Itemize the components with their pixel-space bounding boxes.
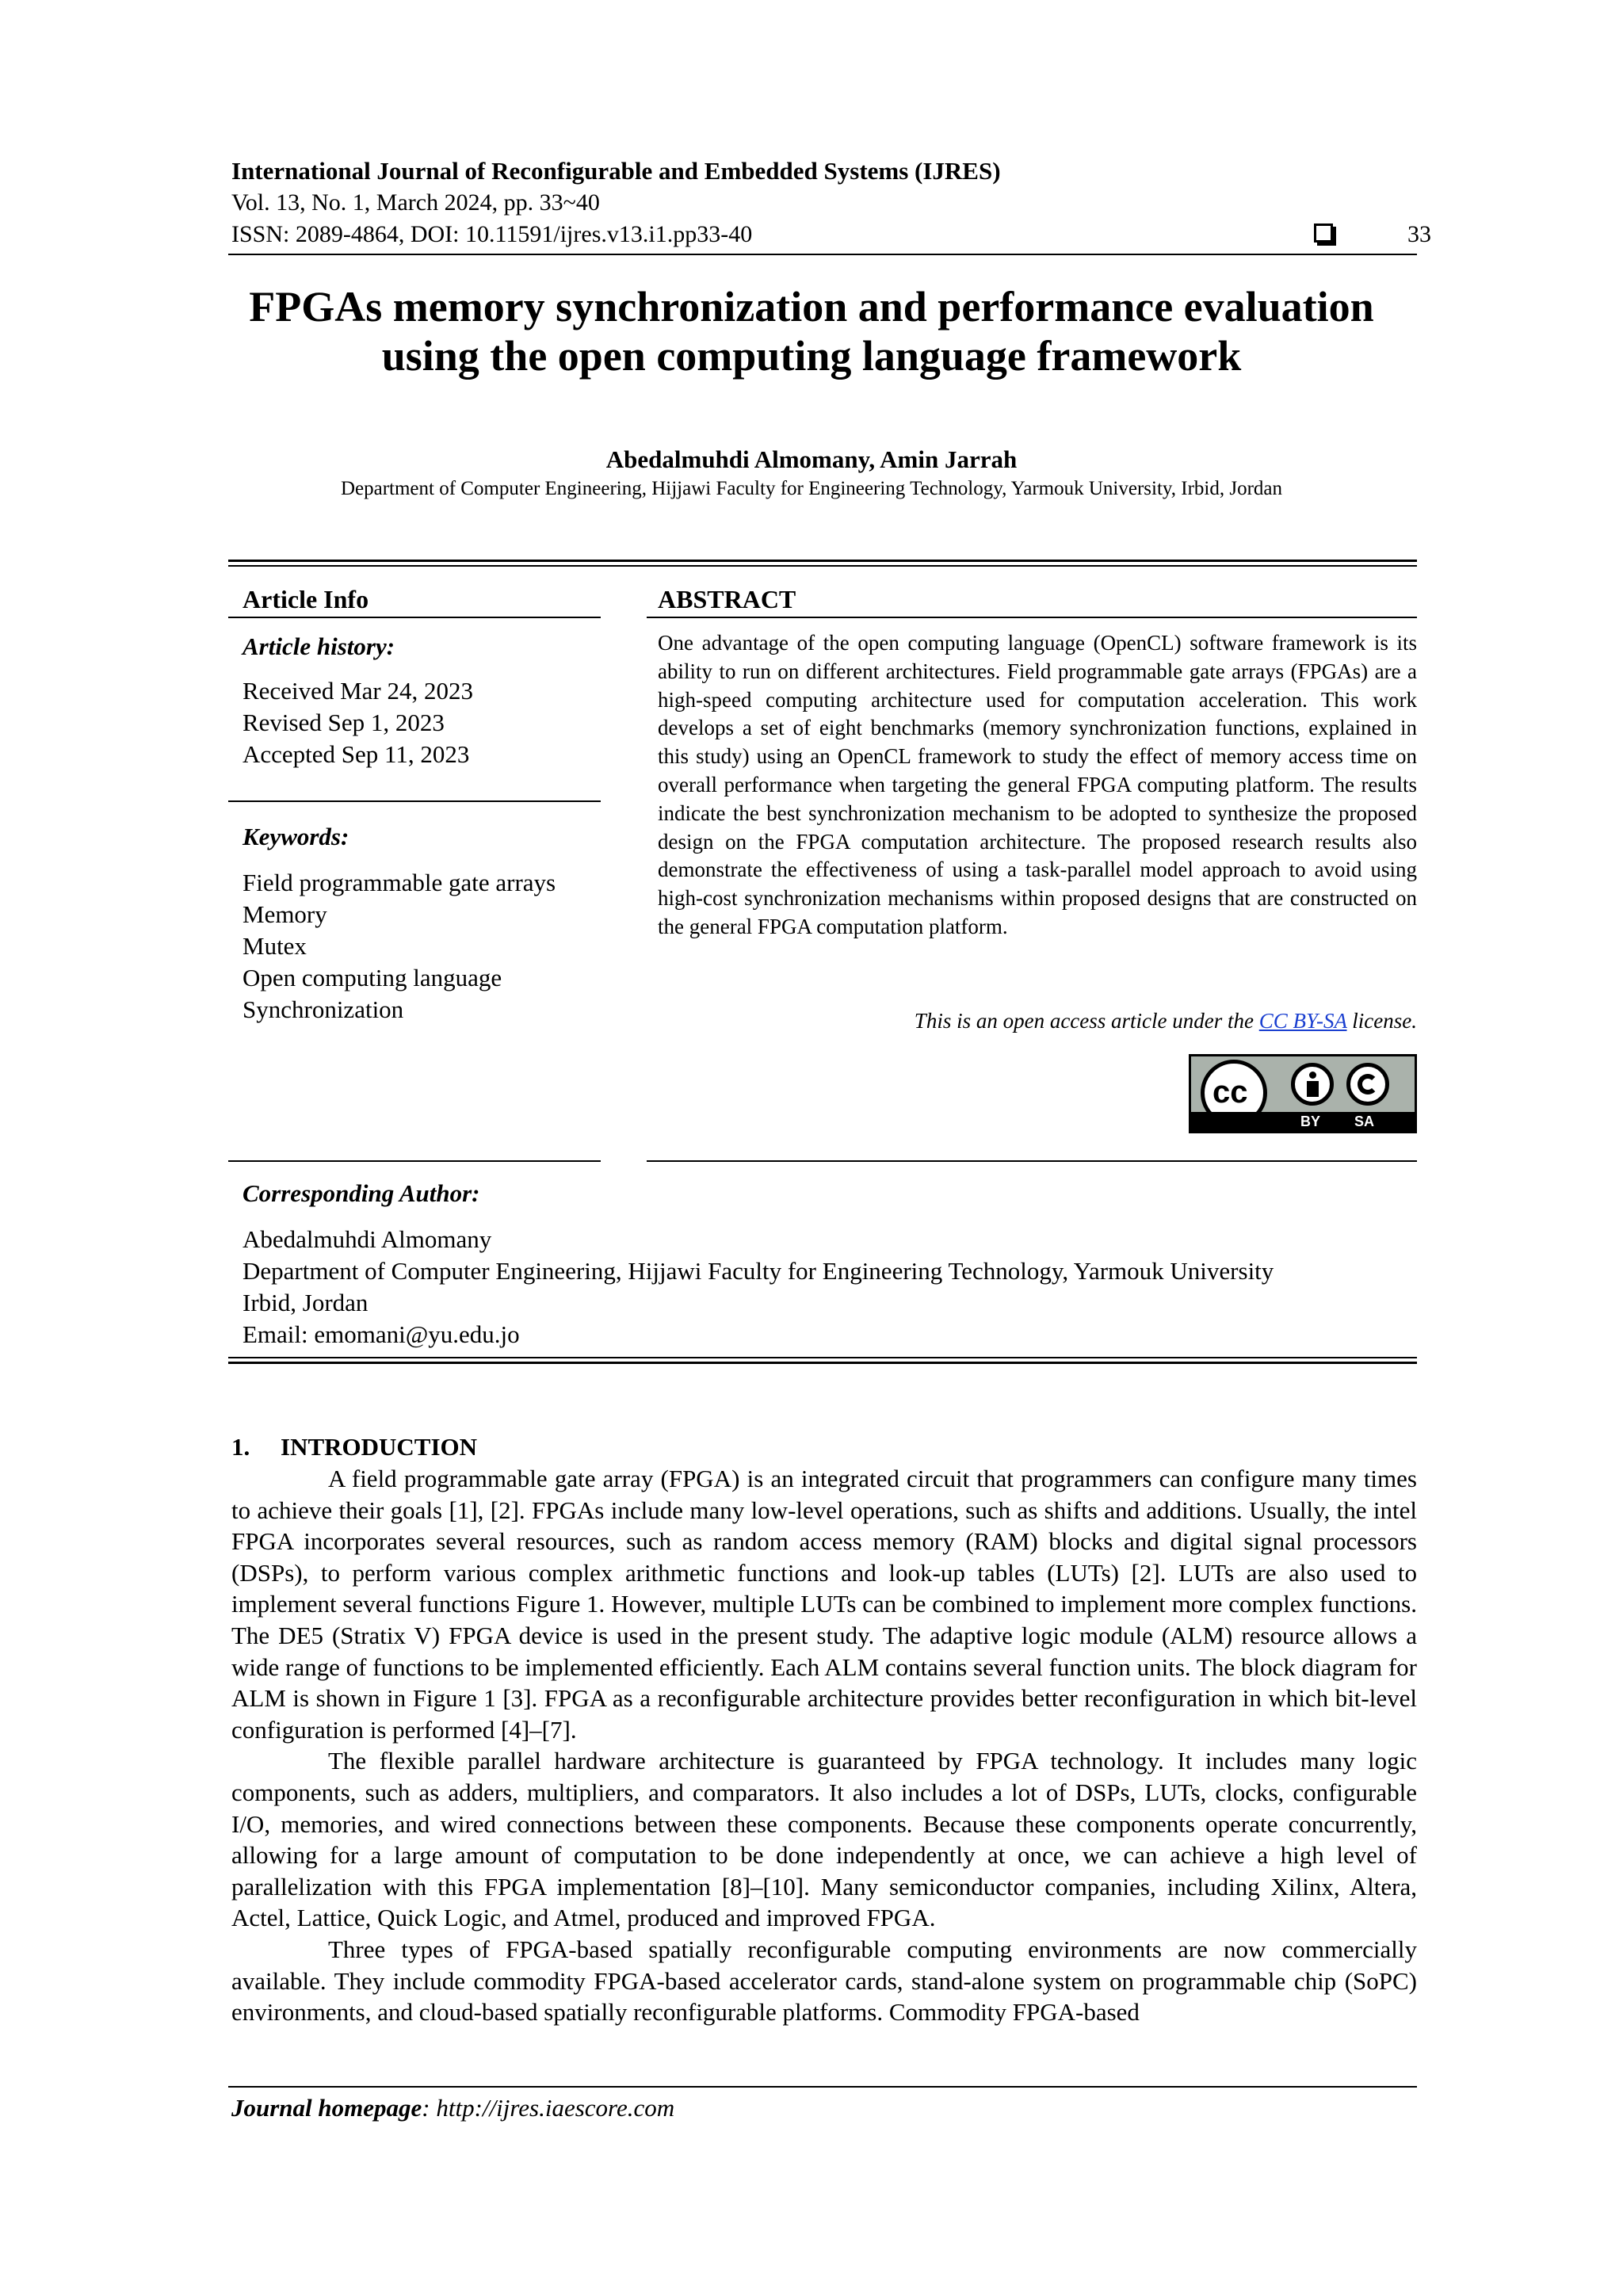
header-rule bbox=[228, 254, 1417, 255]
article-info-rule bbox=[228, 617, 601, 618]
infobox-top-rule bbox=[228, 560, 1417, 562]
license-prefix: This is an open access article under the bbox=[914, 1009, 1259, 1033]
article-info-bottom-rule bbox=[228, 1160, 601, 1162]
cc-by-sa-badge[interactable] bbox=[1189, 1054, 1417, 1133]
cc-letters: cc bbox=[1212, 1075, 1248, 1110]
keyword-item: Open computing language bbox=[242, 964, 502, 991]
history-revised: Revised Sep 1, 2023 bbox=[242, 709, 445, 736]
introduction-body bbox=[231, 1463, 1417, 2028]
journal-homepage bbox=[231, 2092, 674, 2124]
homepage-label: Journal homepage bbox=[231, 2094, 422, 2122]
journal-name: International Journal of Reconfigurable and Embedded Systems (IJRES) bbox=[231, 157, 1001, 185]
introduction-heading: 1. INTRODUCTION bbox=[231, 1433, 478, 1461]
volume-line: Vol. 13, No. 1, March 2024, pp. 33~40 bbox=[231, 189, 600, 216]
intro-paragraph-2: The flexible parallel hardware architecture is guaranteed by FPGA technology. It includes many logic components, such as adders, multipliers, and comparators. It also includes a lot of DSPs, LUTs, clocks, configurable I/O, memories, and wired connections between these components. Because these components operate concurrently, allowing for a large amount of computation to be done independently at once, we can achieve a high level of parallelization with this FPGA implementation [8]–[10]. Many semiconductor companies, including Xilinx, Altera, Actel, Lattice, Quick Logic, and Atmel, produced and improved FPGA. bbox=[231, 1747, 1417, 1932]
authors: Abedalmuhdi Almomany, Amin Jarrah bbox=[605, 445, 1018, 473]
keyword-item: Field programmable gate arrays bbox=[242, 869, 556, 896]
intro-paragraph-1: A field programmable gate array (FPGA) is an integrated circuit that programmers can configure many times to achieve their goals [1], [2]. FPGAs include many low-level operations, such as shifts and additions. Usually, the intel FPGA incorporates several resources, such as random access memory (RAM) blocks and digital signal processors (DSPs), to perform various complex arithmetic functions and look-up tables (LUTs) [2]. LUTs are also used to implement several functions Figure 1. However, multiple LUTs can be combined to implement more complex functions. The DE5 (Stratix V) FPGA device is used in the present study. The adaptive logic module (ALM) resource allows a wide range of functions to be implemented efficiently. Each ALM contains several function units. The block diagram for ALM is shown in Figure 1 [3]. FPGA as a reconfigurable architecture provides better reconfiguration in which bit-level configuration is performed [4]–[7]. bbox=[231, 1465, 1417, 1744]
square-bullet-icon bbox=[1314, 223, 1333, 243]
abstract-rule bbox=[647, 617, 1417, 618]
corresponding-dept: Department of Computer Engineering, Hijjawi Faculty for Engineering Technology, Yarmouk University bbox=[242, 1257, 1274, 1285]
infobox-bottom-rule-2 bbox=[228, 1362, 1417, 1364]
share-alike-icon bbox=[1346, 1063, 1389, 1106]
infobox-top-rule-2 bbox=[228, 565, 1417, 567]
infobox-bottom-rule bbox=[228, 1357, 1417, 1358]
title-line-2: using the open computing language framework bbox=[381, 332, 1242, 380]
affiliation: Department of Computer Engineering, Hijjawi Faculty for Engineering Technology, Yarmouk University, Irbid, Jordan bbox=[340, 478, 1283, 499]
abstract-text: One advantage of the open computing language (OpenCL) software framework is its ability to run on different architectures. Field programmable gate arrays (FPGAs) are a high-speed computing architecture used for computation acceleration. This work develops a set of eight benchmarks (memory synchronization functions, explained in this study) using an OpenCL framework to study the effect of memory access time on overall performance when targeting the general FPGA computing platform. The results indicate the best synchronization mechanism to be adopted to synthesize the proposed design on the FPGA computation architecture. The proposed research results also demonstrate the effectiveness of using a task-parallel model approach to avoid using high-cost synchronization mechanisms within proposed designs that are constructed on the general FPGA computation platform. bbox=[658, 631, 1417, 938]
keyword-item: Synchronization bbox=[242, 995, 404, 1023]
history-heading: Article history: bbox=[242, 632, 395, 660]
article-info-heading: Article Info bbox=[242, 585, 369, 613]
corresponding-email[interactable]: Email: emomani@yu.edu.jo bbox=[242, 1320, 520, 1348]
history-rule bbox=[228, 800, 601, 802]
homepage-url[interactable]: : http://ijres.iaescore.com bbox=[422, 2094, 675, 2122]
attribution-icon bbox=[1291, 1063, 1334, 1106]
license-note bbox=[658, 1007, 1417, 1035]
keyword-item: Mutex bbox=[242, 932, 307, 960]
history-received: Received Mar 24, 2023 bbox=[242, 677, 473, 705]
corresponding-name: Abedalmuhdi Almomany bbox=[242, 1225, 492, 1253]
history-accepted: Accepted Sep 11, 2023 bbox=[242, 740, 470, 768]
keywords-heading: Keywords: bbox=[242, 823, 349, 850]
abstract-bottom-rule bbox=[647, 1160, 1417, 1162]
abstract-heading: ABSTRACT bbox=[658, 585, 796, 613]
license-link[interactable]: CC BY-SA bbox=[1258, 1009, 1347, 1033]
keyword-item: Memory bbox=[242, 900, 327, 928]
footer-rule bbox=[228, 2086, 1417, 2088]
badge-by-label: BY bbox=[1300, 1114, 1321, 1129]
paper-title bbox=[158, 282, 1465, 380]
issn-line: ISSN: 2089-4864, DOI: 10.11591/ijres.v13.i1.pp33-40 bbox=[231, 221, 753, 247]
page-number: 33 bbox=[1407, 221, 1431, 247]
badge-sa-label: SA bbox=[1354, 1114, 1375, 1129]
corresponding-heading: Corresponding Author: bbox=[242, 1179, 480, 1207]
intro-paragraph-3: Three types of FPGA-based spatially reconfigurable computing environments are now commercially available. They include commodity FPGA-based accelerator cards, stand-alone system on programmable chip (SoPC) environments, and cloud-based spatially reconfigurable platforms. Commodity FPGA-based bbox=[231, 1935, 1417, 2027]
title-line-1: FPGAs memory synchronization and performance evaluation bbox=[249, 283, 1374, 330]
license-suffix: license. bbox=[1346, 1009, 1417, 1033]
corresponding-city: Irbid, Jordan bbox=[242, 1289, 369, 1316]
